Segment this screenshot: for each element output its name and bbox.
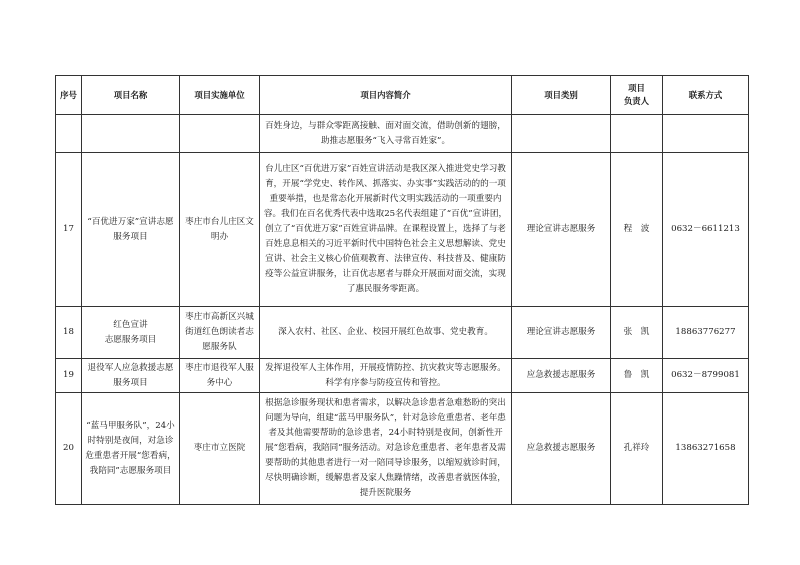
header-index: 序号 (56, 76, 82, 115)
cell-category: 应急救援志愿服务 (512, 393, 611, 505)
cell-leader: 程 波 (611, 153, 663, 307)
cell-leader: 张 凯 (611, 307, 663, 359)
cell-project-name: “蓝马甲服务队”，24小时特别是夜间，对急诊危重患者开展“您看病，我陪同”志愿服务项目 (82, 393, 180, 505)
cell-content: 台儿庄区“百优进万家”百姓宣讲活动是我区深入推进党史学习教育，开展“学党史、转作风、抓落实、办实事”实践活动的的一项重要举措，也是常态化开展新时代文明实践活动的一项重要内容。我们在百名优秀代表中选取25名代表组建了“百优”宣讲团，创立了“百优进万家”百姓宣讲品牌。在课程设置上，选择了与老百姓息息相关的习近平新时代中国特色社会主义思想解读、党史宣讲、社会主义核心价值观教育、法律宣传、科技普及、健康防疫等公益宣讲服务，让百优志愿者与群众开展面对面交流，实现了惠民服务零距离。 (260, 153, 512, 307)
cell-project-name: 退役军人应急救援志愿服务项目 (82, 359, 180, 393)
table-row (56, 115, 749, 153)
header-project-name: 项目名称 (82, 76, 180, 115)
cell-project-name: “百优进万家”宣讲志愿服务项目 (82, 153, 180, 307)
cell-contact (663, 115, 749, 153)
header-leader: 项目 负责人 (611, 76, 663, 115)
cell-unit: 枣庄市立医院 (180, 393, 260, 505)
table-row (56, 393, 749, 505)
cell-content: 深入农村、社区、企业、校园开展红色故事、党史教育。 (260, 307, 512, 359)
cell-leader: 鲁 凯 (611, 359, 663, 393)
cell-index: 18 (56, 307, 82, 359)
cell-category (512, 115, 611, 153)
cell-contact: 13863271658 (663, 393, 749, 505)
header-contact: 联系方式 (663, 76, 749, 115)
cell-leader (611, 115, 663, 153)
header-category: 项目类别 (512, 76, 611, 115)
cell-content: 根据急诊服务现状和患者需求，以解决急诊患者急难愁盼的突出问题为导向，组建“蓝马甲服务队”，针对急诊危重患者、老年患者及其他需要帮助的急诊患者，24小时特别是夜间，创新性开展“您看病，我陪同”服务活动。对急诊危重患者、老年患者及需要帮助的其他患者进行一对一陪同导诊服务，以缩短就诊时间，尽快明确诊断，缓解患者及家人焦躁情绪，改善患者就医体验，提升医院服务 (260, 393, 512, 505)
cell-unit (180, 115, 260, 153)
cell-category: 理论宣讲志愿服务 (512, 153, 611, 307)
cell-index (56, 115, 82, 153)
cell-contact: 0632－8799081 (663, 359, 749, 393)
header-content: 项目内容简介 (260, 76, 512, 115)
cell-category: 理论宣讲志愿服务 (512, 307, 611, 359)
table-row (56, 153, 749, 307)
cell-category: 应急救援志愿服务 (512, 359, 611, 393)
table-row (56, 307, 749, 359)
cell-content: 发挥退役军人主体作用，开展疫情防控、抗灾救灾等志愿服务。科学有序参与防疫宣传和管控。 (260, 359, 512, 393)
cell-project-name (82, 115, 180, 153)
cell-index: 20 (56, 393, 82, 505)
cell-unit: 枣庄市退役军人服务中心 (180, 359, 260, 393)
cell-project-name: 红色宣讲 志愿服务项目 (82, 307, 180, 359)
table-header-row (56, 76, 749, 115)
cell-contact: 18863776277 (663, 307, 749, 359)
header-unit: 项目实施单位 (180, 76, 260, 115)
cell-contact: 0632－6611213 (663, 153, 749, 307)
cell-unit: 枣庄市台儿庄区文明办 (180, 153, 260, 307)
cell-leader: 孔祥玲 (611, 393, 663, 505)
cell-content: 百姓身边，与群众零距离接触、面对面交流，借助创新的翅膀，助推志愿服务“飞入寻常百姓家”。 (260, 115, 512, 153)
table-row (56, 359, 749, 393)
cell-index: 19 (56, 359, 82, 393)
volunteer-project-table (55, 75, 749, 505)
cell-unit: 枣庄市高新区兴城街道红色朗读者志愿服务队 (180, 307, 260, 359)
cell-index: 17 (56, 153, 82, 307)
